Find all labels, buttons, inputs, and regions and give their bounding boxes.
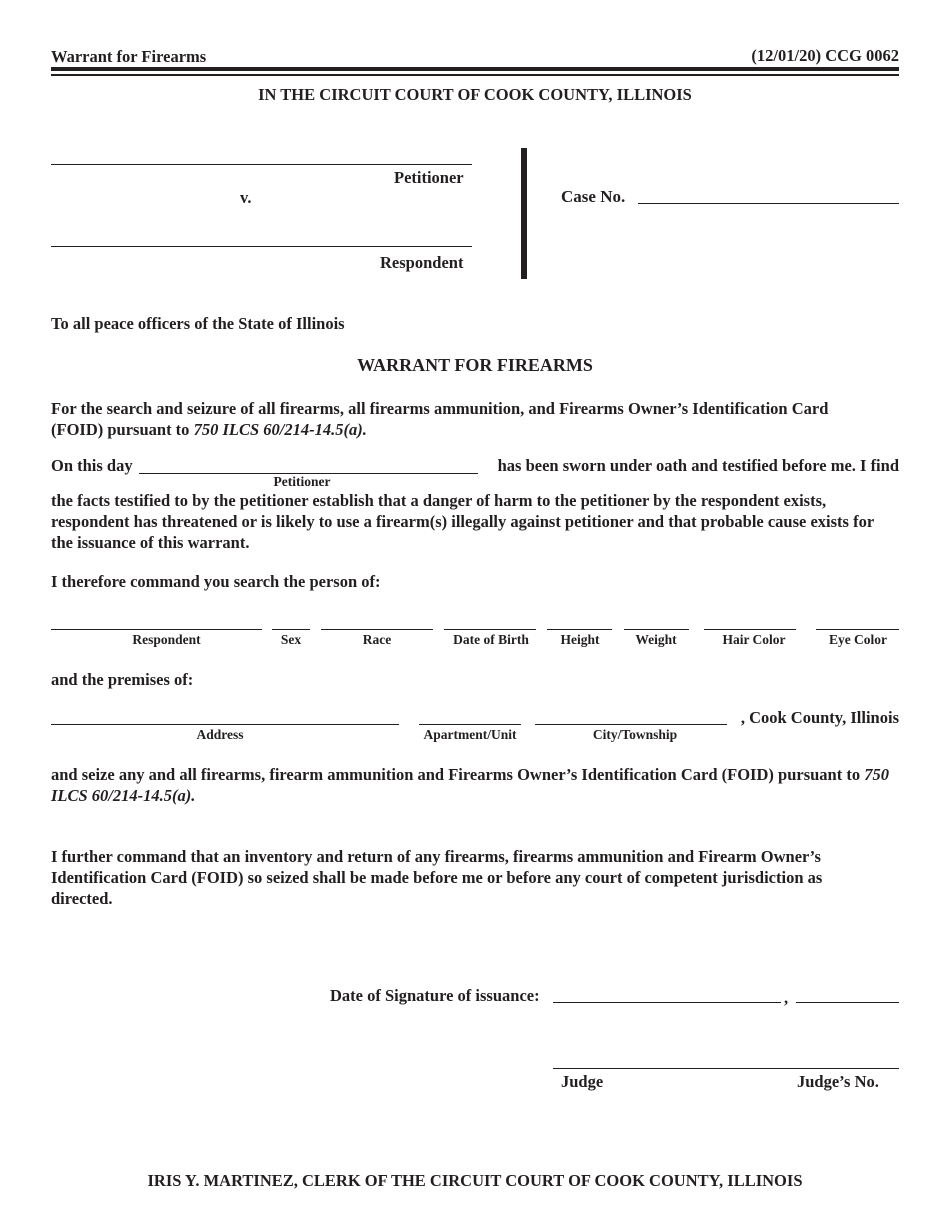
dob-field-label: Date of Birth [453, 632, 529, 647]
weight-field[interactable] [624, 629, 689, 630]
date-comma: , [784, 988, 789, 1007]
county-suffix: , Cook County, Illinois [740, 708, 899, 727]
respondent-label: Respondent [380, 253, 464, 272]
petitioner-label: Petitioner [394, 168, 464, 187]
oath-continuation: the facts testified to by the petitioner establish that a danger of harm to the petitioner by the respondent exists, respondent has threatened or is likely to use a firearm(s) illegally against petitioner and that probable cause exists for the issuance of this warrant. [51, 491, 874, 552]
caption-divider [521, 148, 527, 279]
city-field[interactable] [535, 724, 727, 725]
case-no-field[interactable] [638, 203, 899, 204]
respondent-blank[interactable] [51, 246, 472, 247]
height-field-label: Height [560, 632, 600, 647]
judge-label: Judge [561, 1072, 604, 1091]
oath-petitioner-label: Petitioner [273, 474, 331, 489]
petitioner-blank[interactable] [51, 164, 472, 165]
oath-suffix: has been sworn under oath and testified before me. I find [497, 456, 899, 475]
respondent-field-label: Respondent [132, 632, 201, 647]
form-code: (12/01/20) CCG 0062 [751, 46, 899, 65]
clerk-footer: IRIS Y. MARTINEZ, CLERK OF THE CIRCUIT COURT OF COOK COUNTY, ILLINOIS [147, 1171, 803, 1190]
oath-prefix: On this day [51, 456, 133, 475]
premises-label: and the premises of: [51, 670, 194, 689]
intro-paragraph [51, 398, 871, 440]
hair-color-field-label: Hair Color [722, 632, 786, 647]
address-field[interactable] [51, 724, 399, 725]
hair-color-field[interactable] [704, 629, 796, 630]
case-no-label: Case No. [561, 187, 626, 206]
eye-color-field-label: Eye Color [828, 632, 888, 647]
race-field[interactable] [321, 629, 433, 630]
judge-signature-line[interactable] [553, 1068, 899, 1069]
height-field[interactable] [547, 629, 612, 630]
addressee: To all peace officers of the State of Illinois [51, 314, 345, 333]
header-rule-thin [51, 74, 899, 76]
judge-no-label: Judge’s No. [797, 1072, 879, 1091]
seize-text: and seize any and all firearms, firearm ammunition and Firearms Owner’s Identification Card (FOID) pursuant to [51, 765, 865, 784]
seize-paragraph [51, 764, 903, 806]
apartment-field[interactable] [419, 724, 521, 725]
city-field-label: City/Township [592, 727, 678, 742]
document-title: WARRANT FOR FIREARMS [357, 355, 593, 375]
apartment-field-label: Apartment/Unit [423, 727, 517, 742]
date-of-signature-field[interactable] [553, 1002, 781, 1003]
sex-field-label: Sex [280, 632, 302, 647]
address-field-label: Address [196, 727, 244, 742]
header-rule-thick [51, 67, 899, 71]
year-field[interactable] [796, 1002, 899, 1003]
weight-field-label: Weight [635, 632, 677, 647]
seize-statute: 750 ILCS 60/214-14.5(a). [51, 765, 889, 805]
race-field-label: Race [362, 632, 392, 647]
respondent-field[interactable] [51, 629, 262, 630]
court-heading: IN THE CIRCUIT COURT OF COOK COUNTY, ILLINOIS [258, 85, 692, 104]
form-title: Warrant for Firearms [51, 47, 207, 66]
intro-text: For the search and seizure of all firearms, all firearms ammunition, and Firearms Owner’s Identification Card (FOID) pursuant to [51, 399, 829, 439]
command-person: I therefore command you search the person of: [51, 572, 381, 591]
intro-statute: 750 ILCS 60/214-14.5(a). [193, 420, 367, 439]
inventory-paragraph: I further command that an inventory and return of any firearms, firearms ammunition and Firearm Owner’s Identification Card (FOID) so seized shall be made before me or before any court of competent jurisdiction as directed. [51, 847, 823, 908]
dob-field[interactable] [444, 629, 536, 630]
eye-color-field[interactable] [816, 629, 899, 630]
sex-field[interactable] [272, 629, 310, 630]
versus-label: v. [240, 188, 252, 207]
date-of-signature-label: Date of Signature of issuance: [330, 986, 540, 1005]
